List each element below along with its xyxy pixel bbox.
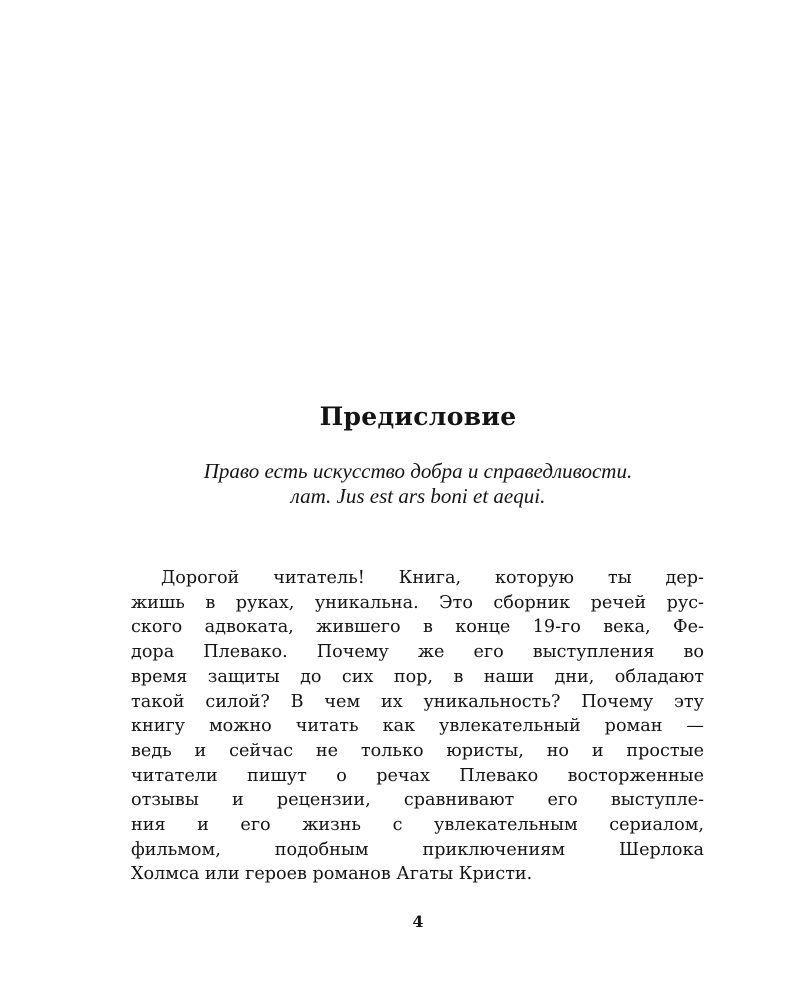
page-number: 4 <box>412 912 424 931</box>
paragraph-line: такой силой? В чем их уникальность? Почему эту <box>131 691 704 712</box>
paragraph-line: ведь и сейчас не только юристы, но и простые <box>131 740 704 761</box>
chapter-heading: Предисловие <box>319 402 517 431</box>
paragraph-line: дора Плевако. Почему же его выступления во <box>131 642 704 663</box>
paragraph-line: ского адвоката, жившего в конце 19-го века, Фе- <box>131 617 704 638</box>
paragraph-line: читатели пишут о речах Плевако восторженные <box>131 765 704 786</box>
epigraph <box>0 459 800 509</box>
paragraph-line: Дорогой читатель! Книга, которую ты дер- <box>161 568 704 588</box>
paragraph-line: отзывы и рецензии, сравнивают его выступле- <box>131 790 704 811</box>
body-paragraph <box>131 566 704 887</box>
paragraph-line: фильмом, подобным приключениям Шерлока <box>131 839 704 860</box>
paragraph-line: книгу можно читать как увлекательный роман — <box>131 716 704 737</box>
paragraph-line: Холмса или героев романов Агаты Кристи. <box>131 864 533 885</box>
epigraph-line: лат. Jus est ars boni et aequi. <box>290 484 546 508</box>
paragraph-line: ния и его жизнь с увлекательным сериалом, <box>131 815 704 836</box>
paragraph-line: жишь в руках, уникальна. Это сборник речей рус- <box>131 592 704 613</box>
epigraph-line: Право есть искусство добра и справедливости. <box>203 459 633 483</box>
paragraph-line: время защиты до сих пор, в наши дни, обладают <box>131 666 704 687</box>
